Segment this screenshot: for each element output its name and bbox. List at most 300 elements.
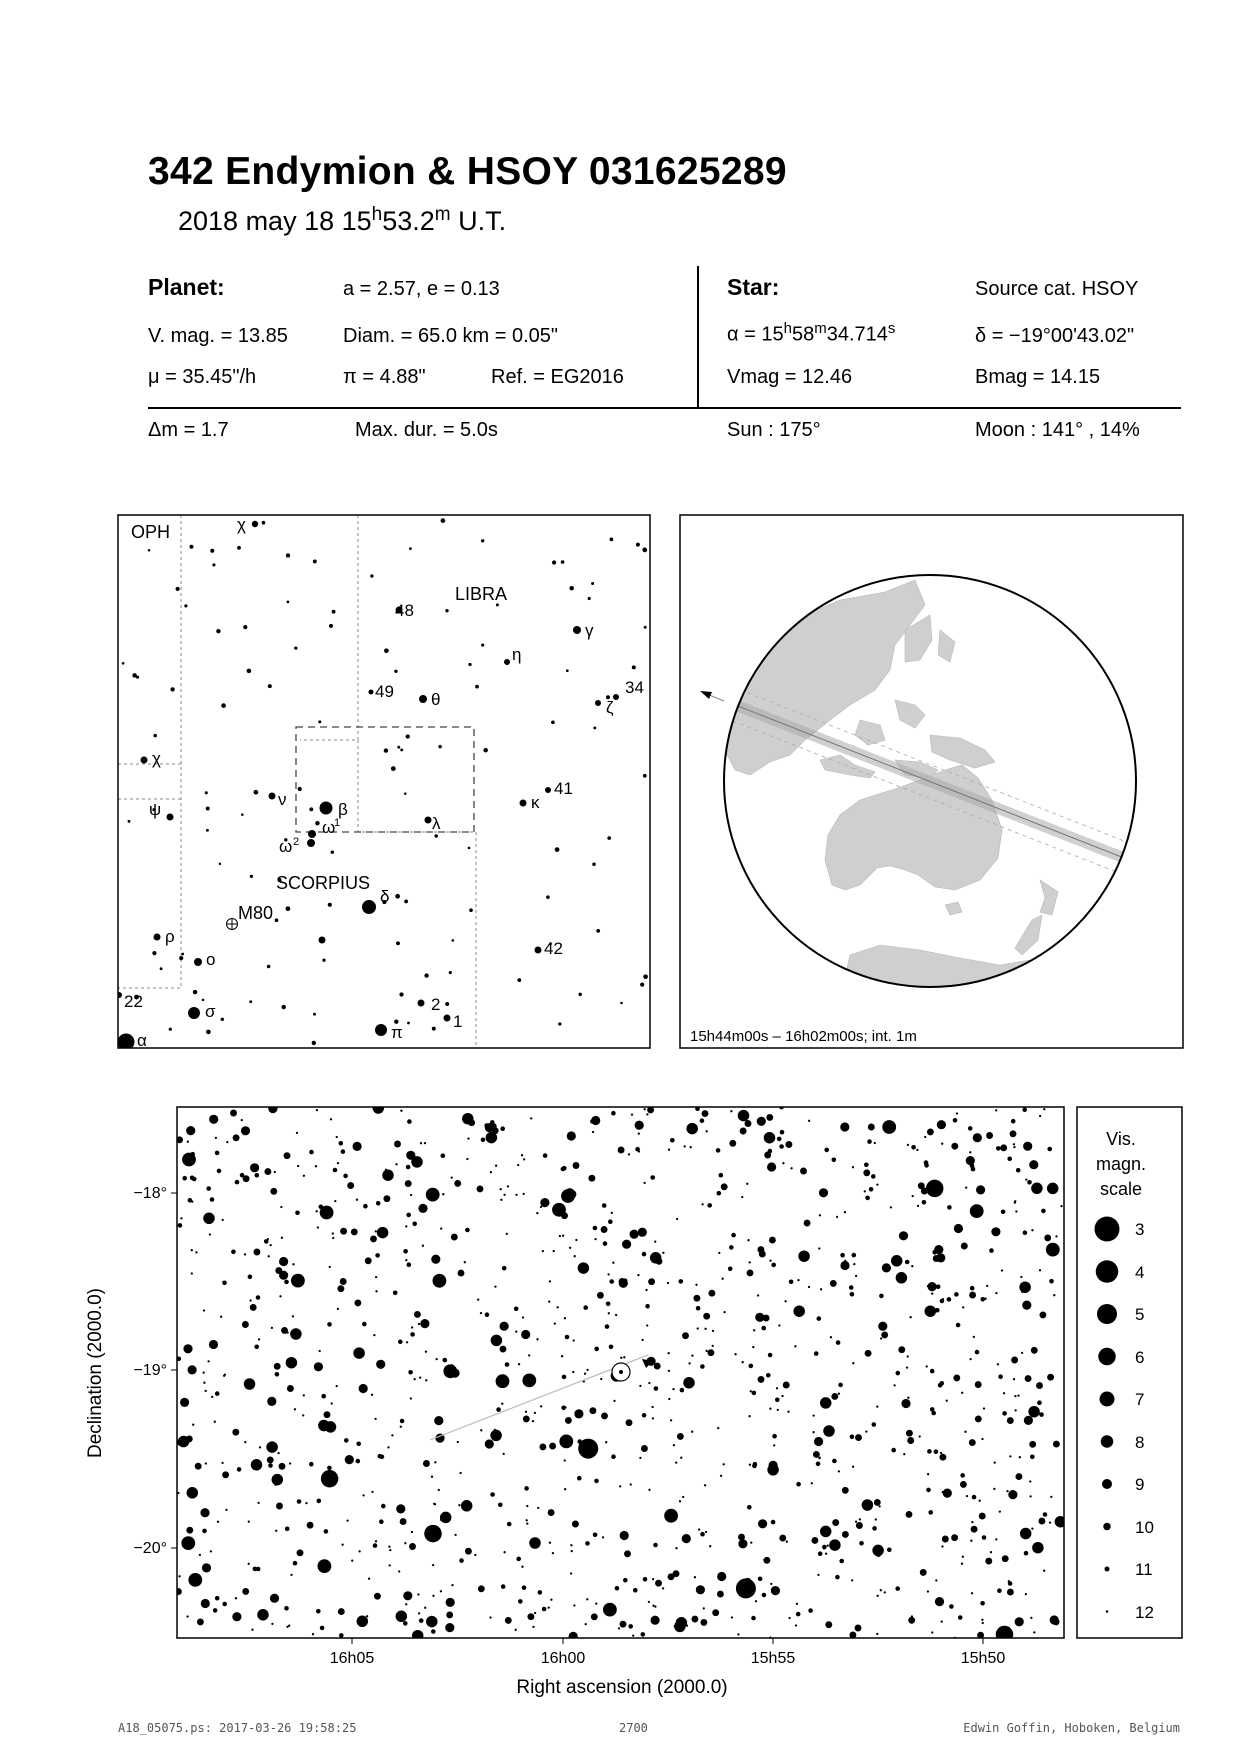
field-star xyxy=(762,1593,767,1598)
faint-star xyxy=(298,787,302,791)
field-star xyxy=(514,1307,519,1312)
field-star xyxy=(574,1255,576,1257)
field-star xyxy=(679,1279,684,1284)
faint-star xyxy=(247,669,252,674)
faint-star xyxy=(566,669,569,672)
field-star xyxy=(346,1519,348,1521)
field-star xyxy=(209,1115,218,1124)
field-star xyxy=(639,1385,641,1387)
field-star xyxy=(951,1534,958,1541)
field-star xyxy=(502,1266,507,1271)
planet-heading: Planet: xyxy=(148,274,225,300)
field-star xyxy=(668,1370,670,1372)
field-star xyxy=(562,1375,567,1380)
field-star xyxy=(766,1114,773,1121)
legend-mag-label: 6 xyxy=(1135,1348,1145,1367)
field-star xyxy=(523,1415,530,1422)
field-star xyxy=(1047,1183,1059,1195)
faint-star xyxy=(206,807,210,811)
field-star xyxy=(753,1329,755,1331)
field-star xyxy=(641,1339,643,1341)
field-star xyxy=(250,1163,259,1172)
field-star xyxy=(1030,1455,1035,1460)
faint-star xyxy=(517,978,521,982)
star-label: ρ xyxy=(165,927,175,946)
field-star xyxy=(906,1366,908,1368)
field-star xyxy=(712,1330,714,1332)
field-star xyxy=(530,1117,532,1119)
field-star xyxy=(480,1312,482,1314)
field-star xyxy=(407,1262,412,1267)
field-star xyxy=(679,1500,681,1502)
field-star xyxy=(507,1522,512,1527)
field-star xyxy=(1014,1395,1016,1397)
faint-star xyxy=(384,748,388,752)
field-star xyxy=(286,1626,288,1628)
field-star xyxy=(554,1322,556,1324)
field-star xyxy=(696,1306,701,1311)
faint-star xyxy=(596,929,600,933)
field-star xyxy=(986,1132,993,1139)
field-star xyxy=(763,1315,770,1322)
field-star xyxy=(835,1575,840,1580)
field-star xyxy=(183,1344,192,1353)
faint-star xyxy=(558,1022,561,1025)
label-oph: OPH xyxy=(131,522,171,542)
field-star xyxy=(717,1191,722,1196)
field-star xyxy=(930,1407,935,1412)
field-star xyxy=(850,1292,855,1297)
field-star xyxy=(824,1148,829,1153)
field-star xyxy=(569,1247,571,1249)
y-tick-label: −19° xyxy=(133,1362,167,1379)
field-star xyxy=(332,1232,334,1234)
field-star xyxy=(928,1510,933,1515)
field-star xyxy=(990,1551,992,1553)
field-star xyxy=(270,1188,277,1195)
field-star xyxy=(307,1522,314,1529)
field-star xyxy=(489,1616,491,1618)
field-star xyxy=(207,1360,209,1362)
moon-info: Moon : 141° , 14% xyxy=(975,419,1140,441)
field-star xyxy=(717,1427,719,1429)
field-star xyxy=(931,1292,933,1294)
field-star xyxy=(704,1328,706,1330)
field-star xyxy=(244,1253,246,1255)
faint-star xyxy=(607,836,611,840)
field-star xyxy=(548,1300,550,1302)
field-star xyxy=(186,1126,195,1135)
field-star xyxy=(220,1316,222,1318)
field-star xyxy=(451,1584,453,1586)
field-star xyxy=(623,1278,628,1283)
field-star xyxy=(1014,1409,1016,1411)
field-star xyxy=(878,1505,880,1507)
field-star xyxy=(975,1415,982,1422)
field-star xyxy=(876,1405,878,1407)
field-star xyxy=(865,1196,870,1201)
field-star xyxy=(1022,1301,1031,1310)
field-star xyxy=(248,1275,253,1280)
field-star xyxy=(882,1120,896,1134)
field-star xyxy=(970,1204,984,1218)
star-heading: Star: xyxy=(727,274,780,300)
legend-mag-dot xyxy=(1098,1348,1116,1366)
field-star xyxy=(478,1585,485,1592)
faint-star xyxy=(221,1018,224,1021)
field-star xyxy=(648,1382,650,1384)
field-star xyxy=(1027,1180,1032,1185)
faint-star xyxy=(468,847,471,850)
field-star xyxy=(748,1415,750,1417)
field-star xyxy=(609,1345,614,1350)
faint-star xyxy=(315,821,319,825)
planet-orbit: a = 2.57, e = 0.13 xyxy=(343,278,500,300)
field-star xyxy=(723,1463,725,1465)
field-star xyxy=(343,1174,348,1179)
bright-star xyxy=(84,1516,109,1541)
field-star xyxy=(708,1290,715,1297)
field-star xyxy=(832,1459,837,1464)
field-star xyxy=(961,1392,963,1394)
bright-star xyxy=(3,1238,21,1256)
field-star xyxy=(1021,1352,1023,1354)
field-star xyxy=(424,1142,426,1144)
field-star xyxy=(440,1227,442,1229)
field-star xyxy=(411,1531,413,1533)
label-scorpius: SCORPIUS xyxy=(276,873,371,893)
field-star xyxy=(564,1488,566,1490)
field-star xyxy=(235,1597,237,1599)
faint-star xyxy=(445,609,448,612)
field-star xyxy=(332,1237,334,1239)
named-star xyxy=(504,659,510,665)
field-star xyxy=(758,1376,765,1383)
field-star xyxy=(454,1534,456,1536)
faint-star xyxy=(241,813,244,816)
field-star xyxy=(1020,1276,1022,1278)
field-star xyxy=(1031,1347,1038,1354)
field-star xyxy=(266,1441,278,1453)
field-star xyxy=(887,1548,892,1553)
field-star xyxy=(324,1529,329,1534)
field-star xyxy=(317,1226,319,1228)
field-star xyxy=(757,1117,766,1126)
footer-author: Edwin Goffin, Hoboken, Belgium xyxy=(963,1721,1180,1735)
field-star xyxy=(516,1557,521,1562)
field-star xyxy=(908,1617,915,1624)
field-star xyxy=(251,1459,263,1471)
field-star xyxy=(896,1272,908,1284)
field-star xyxy=(816,1462,821,1467)
constellation-boundaries xyxy=(118,515,476,1048)
field-star xyxy=(347,1182,354,1189)
field-star xyxy=(808,1608,813,1613)
field-star xyxy=(368,1578,370,1580)
field-star xyxy=(293,1561,298,1566)
faint-star xyxy=(578,993,581,996)
field-star xyxy=(702,1110,709,1117)
field-star xyxy=(297,1499,302,1504)
field-star xyxy=(277,1452,279,1454)
field-star xyxy=(928,1282,937,1291)
field-star xyxy=(534,1612,536,1614)
star-source-catalog: Source cat. HSOY xyxy=(975,278,1139,300)
field-star xyxy=(949,1604,954,1609)
named-star xyxy=(545,787,551,793)
star-vmag: Vmag = 12.46 xyxy=(727,366,853,388)
field-star xyxy=(1049,1521,1051,1523)
faint-star xyxy=(153,734,156,737)
field-star xyxy=(651,1406,653,1408)
field-star xyxy=(935,1579,937,1581)
field-star xyxy=(960,1481,967,1488)
star-label: 1 xyxy=(334,817,341,829)
faint-star xyxy=(216,629,220,633)
field-star xyxy=(506,1233,508,1235)
field-star xyxy=(982,1622,984,1624)
field-star xyxy=(222,1281,227,1286)
field-star xyxy=(729,1245,734,1250)
field-star xyxy=(398,1340,403,1345)
legend-mag-label: 8 xyxy=(1135,1433,1145,1452)
field-star xyxy=(891,1255,903,1267)
field-star xyxy=(922,1200,927,1205)
field-star xyxy=(523,1193,525,1195)
field-star xyxy=(242,1321,249,1328)
field-star xyxy=(371,1394,373,1396)
field-star xyxy=(703,1607,705,1609)
field-star xyxy=(190,1176,195,1181)
field-star xyxy=(1013,1378,1015,1380)
named-star xyxy=(308,830,316,838)
field-star xyxy=(1007,1157,1012,1162)
faint-star xyxy=(475,685,479,689)
field-star xyxy=(1008,1490,1017,1499)
field-star xyxy=(793,1305,805,1317)
field-star xyxy=(517,1164,519,1166)
field-star xyxy=(553,1250,555,1252)
x-tick-label: 16h05 xyxy=(329,1650,375,1667)
field-star xyxy=(291,1274,305,1288)
field-star xyxy=(871,1174,876,1179)
field-star xyxy=(877,1595,879,1597)
faint-star xyxy=(409,547,412,550)
field-star xyxy=(329,1266,331,1268)
bright-star xyxy=(926,1180,944,1198)
field-star xyxy=(231,1250,236,1255)
field-star xyxy=(652,1417,654,1419)
field-star xyxy=(738,1110,750,1122)
faint-star xyxy=(318,720,321,723)
field-star xyxy=(405,1180,412,1187)
faint-star xyxy=(282,1005,286,1009)
field-star xyxy=(723,1311,725,1313)
named-star xyxy=(573,626,581,634)
field-star xyxy=(529,1537,541,1549)
field-star xyxy=(682,1534,691,1543)
field-star xyxy=(564,1459,566,1461)
field-star xyxy=(232,1612,241,1621)
field-star xyxy=(730,1110,732,1112)
named-star xyxy=(369,690,374,695)
field-star xyxy=(642,1252,647,1257)
faint-star xyxy=(432,1027,436,1031)
field-star xyxy=(500,1322,509,1331)
field-star xyxy=(622,1240,631,1249)
field-star xyxy=(796,1482,801,1487)
field-star xyxy=(628,1153,630,1155)
field-star xyxy=(256,1295,261,1300)
field-star xyxy=(838,1393,840,1395)
field-star xyxy=(538,1590,543,1595)
faint-star xyxy=(391,766,396,771)
field-star xyxy=(215,1391,220,1396)
field-star xyxy=(1046,1243,1060,1257)
field-star xyxy=(1055,1235,1057,1237)
field-star xyxy=(515,1330,517,1332)
faint-star xyxy=(406,734,410,738)
field-star xyxy=(356,1459,361,1464)
field-star xyxy=(788,1617,790,1619)
field-star xyxy=(1009,1455,1011,1457)
field-star xyxy=(747,1505,752,1510)
field-star xyxy=(575,1239,577,1241)
field-star xyxy=(719,1173,724,1178)
field-star xyxy=(423,1460,430,1467)
field-star xyxy=(882,1263,891,1272)
field-star xyxy=(376,1360,385,1369)
field-star xyxy=(600,1378,602,1380)
field-star xyxy=(201,1599,210,1608)
field-star xyxy=(217,1521,219,1523)
field-star xyxy=(432,1564,434,1566)
field-star xyxy=(934,1245,943,1254)
field-star xyxy=(795,1624,797,1626)
faint-star xyxy=(644,626,647,629)
field-star xyxy=(356,1442,361,1447)
field-star xyxy=(779,1535,786,1542)
field-star xyxy=(549,1542,551,1544)
field-star xyxy=(203,1213,215,1225)
field-star xyxy=(565,1335,570,1340)
field-star xyxy=(336,1136,338,1138)
field-star xyxy=(933,1255,940,1262)
field-star xyxy=(271,1327,273,1329)
field-star xyxy=(500,1188,502,1190)
field-star xyxy=(970,1540,972,1542)
field-star xyxy=(1041,1209,1046,1214)
legend-mag-label: 10 xyxy=(1135,1518,1154,1537)
faint-star xyxy=(148,549,151,552)
star-label: λ xyxy=(432,814,441,833)
field-star xyxy=(819,1214,821,1216)
field-star xyxy=(418,1204,427,1213)
faint-star xyxy=(210,549,214,553)
field-star xyxy=(549,1280,551,1282)
field-star xyxy=(716,1148,721,1153)
field-star xyxy=(812,1431,814,1433)
field-star xyxy=(968,1126,973,1131)
field-star xyxy=(188,1365,197,1374)
field-star xyxy=(996,1146,1001,1151)
field-star xyxy=(700,1619,707,1626)
field-star xyxy=(445,1623,454,1632)
faint-star xyxy=(152,951,156,955)
field-star xyxy=(738,1534,745,1541)
field-star xyxy=(852,1166,854,1168)
field-star xyxy=(188,1573,202,1587)
field-star xyxy=(321,1394,326,1399)
field-star xyxy=(316,1609,321,1614)
field-star xyxy=(851,1579,853,1581)
field-star xyxy=(552,1552,554,1554)
faint-star xyxy=(632,665,636,669)
star-label: κ xyxy=(531,793,540,812)
field-star xyxy=(941,1545,943,1547)
field-star xyxy=(433,1503,435,1505)
field-star xyxy=(794,1345,796,1347)
field-star xyxy=(637,1274,639,1276)
field-star xyxy=(381,1504,386,1509)
field-star xyxy=(420,1142,422,1144)
field-star xyxy=(327,1466,332,1471)
field-star xyxy=(966,1495,968,1497)
field-star xyxy=(432,1595,434,1597)
field-star xyxy=(682,1332,689,1339)
planet-parallax: π = 4.88" xyxy=(343,366,426,388)
named-star xyxy=(418,1000,425,1007)
field-star xyxy=(750,1390,752,1392)
field-star xyxy=(494,1285,496,1287)
faint-star xyxy=(170,687,174,691)
field-star xyxy=(800,1168,807,1175)
faint-star xyxy=(441,518,446,523)
field-star xyxy=(779,1144,784,1149)
field-star xyxy=(645,1289,647,1291)
field-star xyxy=(818,1457,820,1459)
field-star xyxy=(221,1462,223,1464)
field-star xyxy=(773,1444,775,1446)
field-star xyxy=(694,1576,696,1578)
field-star xyxy=(728,1267,733,1272)
field-star xyxy=(976,1185,985,1194)
field-star xyxy=(594,1347,599,1352)
planet-vmag: V. mag. = 13.85 xyxy=(148,325,288,347)
field-star xyxy=(920,1569,927,1576)
field-star xyxy=(757,1294,759,1296)
field-star xyxy=(354,1299,361,1306)
field-star xyxy=(998,1374,1003,1379)
field-star xyxy=(776,1387,778,1389)
faint-star xyxy=(438,745,442,749)
field-star xyxy=(677,1433,684,1440)
field-star xyxy=(790,1167,792,1169)
legend-mag-dot xyxy=(1096,1260,1119,1283)
field-star xyxy=(267,1456,274,1463)
field-star xyxy=(586,1369,588,1371)
field-star xyxy=(339,1141,344,1146)
path-direction-arrow xyxy=(700,691,712,699)
field-star xyxy=(406,1341,408,1343)
field-star xyxy=(1021,1291,1023,1293)
field-star xyxy=(777,1137,782,1142)
field-star xyxy=(420,1319,429,1328)
field-star xyxy=(745,1120,752,1127)
field-star xyxy=(941,1620,943,1622)
field-star xyxy=(406,1165,411,1170)
field-star xyxy=(411,1326,413,1328)
